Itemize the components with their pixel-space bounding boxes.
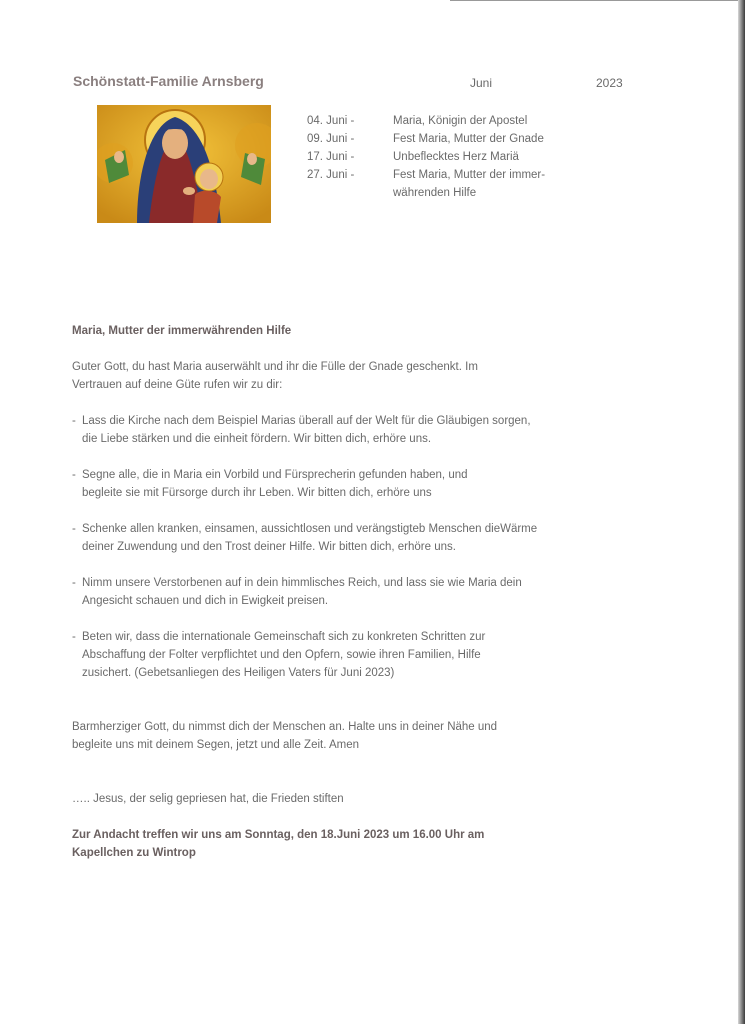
meeting-announcement: Zur Andacht treffen wir uns am Sonntag, den 18.Juni 2023 um 16.00 Uhr am Kapellchen zu Wintrop <box>72 829 485 859</box>
petition: - Nimm unsere Verstorbenen auf in dein himmlisches Reich, und lass sie wie Maria dein Angesicht schauen und dich in Ewigkeit preisen. <box>72 574 552 610</box>
feast-title: Fest Maria, Mutter der immer-währenden Hilfe <box>393 169 546 199</box>
petition: - Beten wir, dass die internationale Gemeinschaft sich zu konkreten Schritten zur Abschaffung der Folter verpflichtet und den Opfern, sowie ihren Familien, Hilfe zusichert. (Gebetsanliegen des Heiligen Vaters für Juni 2023) <box>72 628 552 682</box>
petition-text: Schenke allen kranken, einsamen, aussichtlosen und verängstigteb Menschen dieWärme deiner Zuwendung und den Trost deiner Hilfe. Wir bitten dich, erhöre uns. <box>82 523 538 553</box>
petition: - Lass die Kirche nach dem Beispiel Marias überall auf der Welt für die Gläubigen sorgen, die Liebe stärken und die einheit fördern. Wir bitten dich, erhöre uns. <box>72 412 552 448</box>
prayer-content <box>72 322 552 862</box>
marian-icon-image <box>97 105 271 223</box>
organization-title: Schönstatt-Familie Arnsberg <box>73 73 264 89</box>
feast-date: 27. Juni - <box>307 169 355 181</box>
prayer-heading: Maria, Mutter der immerwährenden Hilfe <box>72 325 292 337</box>
petition: - Segne alle, die in Maria ein Vorbild und Fürsprecherin gefunden haben, und begleite sie mit Fürsorge durch ihr Leben. Wir bitten dich, erhöre uns <box>72 466 552 502</box>
petition-text: Nimm unsere Verstorbenen auf in dein himmlisches Reich, und lass sie wie Maria dein Angesicht schauen und dich in Ewigkeit preisen. <box>82 577 522 607</box>
feast-item <box>307 166 573 202</box>
scan-artifact-top <box>450 0 740 1</box>
feast-date: 09. Juni - <box>307 133 355 145</box>
petition-text: Beten wir, dass die internationale Gemeinschaft sich zu konkreten Schritten zur Abschaffung der Folter verpflichtet und den Opfern, sowie ihren Familien, Hilfe zusichert. (Gebetsanliegen des Heiligen Vaters für Juni 2023) <box>82 631 486 679</box>
petition: - Schenke allen kranken, einsamen, aussichtlosen und verängstigteb Menschen dieWärme deiner Zuwendung und den Trost deiner Hilfe. Wir bitten dich, erhöre uns. <box>72 520 552 556</box>
closing-prayer: Barmherziger Gott, du nimmst dich der Menschen an. Halte uns in deiner Nähe und begleite uns mit deinem Segen, jetzt und alle Zeit. Amen <box>72 721 498 751</box>
feast-title: Maria, Königin der Apostel <box>393 115 528 127</box>
year-label: 2023 <box>596 76 623 90</box>
feast-date: 04. Juni - <box>307 115 355 127</box>
feast-date: 17. Juni - <box>307 151 355 163</box>
beatitude-quote: ….. Jesus, der selig gepriesen hat, die Frieden stiften <box>72 793 344 805</box>
month-label: Juni <box>470 76 493 90</box>
feast-title: Unbeflecktes Herz Mariä <box>393 151 519 163</box>
feast-title: Fest Maria, Mutter der Gnade <box>393 133 544 145</box>
feast-item <box>307 130 573 148</box>
prayer-intro: Guter Gott, du hast Maria auserwählt und ihr die Fülle der Gnade geschenkt. Im Vertrauen auf deine Güte rufen wir zu dir: <box>72 361 478 391</box>
petition-text: Segne alle, die in Maria ein Vorbild und Fürsprecherin gefunden haben, und begleite sie mit Fürsorge durch ihr Leben. Wir bitten dich, erhöre uns <box>82 469 468 499</box>
feast-item <box>307 148 573 166</box>
petition-text: Lass die Kirche nach dem Beispiel Marias überall auf der Welt für die Gläubigen sorgen, die Liebe stärken und die einheit fördern. Wir bitten dich, erhöre uns. <box>82 415 531 445</box>
feast-list <box>307 112 573 202</box>
feast-item <box>307 112 573 130</box>
scan-edge <box>738 0 745 1024</box>
